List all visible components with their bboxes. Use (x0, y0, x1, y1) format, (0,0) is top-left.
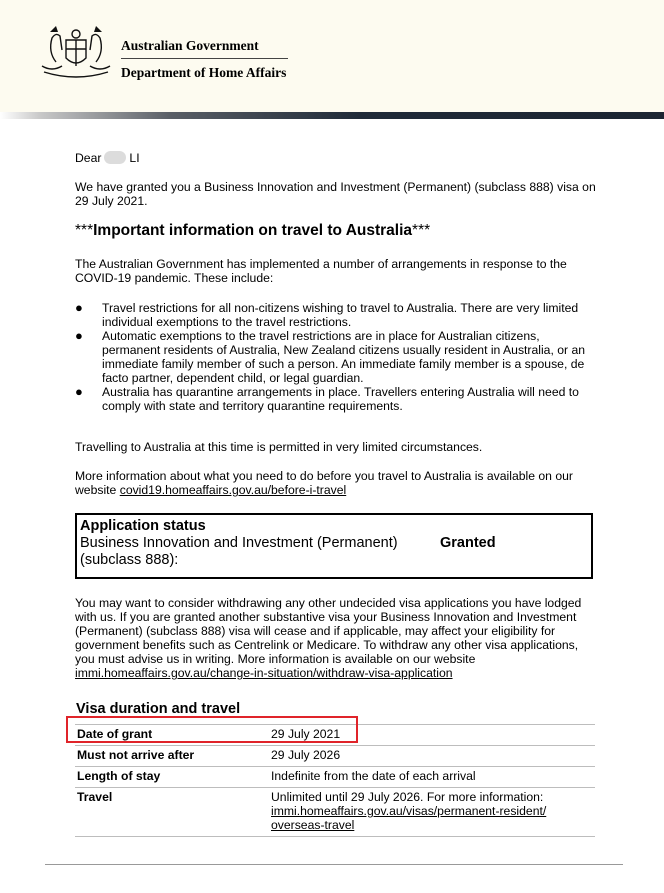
salutation-prefix: Dear (75, 151, 102, 165)
salutation (75, 151, 140, 165)
bullet-icon: ● (75, 384, 83, 399)
withdraw-notice (75, 596, 600, 680)
row-label: Must not arrive after (75, 746, 269, 767)
government-name: Australian Government (121, 38, 259, 53)
visa-duration-heading: Visa duration and travel (76, 701, 241, 717)
bullet-icon: ● (75, 300, 83, 315)
heading-text: Important information on travel to Australia (93, 222, 413, 239)
status-badge: Granted (440, 535, 496, 551)
application-status-box (75, 513, 593, 579)
withdraw-text: You may want to consider withdrawing any other undecided visa applications you have lodged with us. If you are granted another substantive visa your Business Innovation and Investment (Permanent) (subclass 888) visa will cease and if applicable, may affect your eligibility for government benefits such as Centrelink or Medicare. To withdraw any other visa applications, you must advise us in writing. More information is available on our website (75, 596, 582, 666)
list-item: ● Travel restrictions for all non-citizens wishing to travel to Australia. There are very limited individual exemptions to the travel restrictions. (75, 300, 579, 329)
row-value: Indefinite from the date of each arrival (269, 767, 595, 788)
grant-intro: We have granted you a Business Innovation and Investment (Permanent) (subclass 888) visa on 29 July 2021. (75, 180, 596, 208)
overseas-travel-link[interactable]: immi.homeaffairs.gov.au/visas/permanent-resident/ overseas-travel (271, 804, 547, 832)
heading-stars-left: *** (75, 222, 94, 239)
row-value: Unlimited until 29 July 2026. For more information: immi.homeaffairs.gov.au/visas/permanent-resident/ overseas-travel (269, 788, 595, 837)
coat-of-arms-icon (36, 22, 116, 82)
row-label: Length of stay (75, 767, 269, 788)
footer-divider (45, 864, 623, 865)
heading-stars-right: *** (412, 222, 431, 239)
bullet-icon: ● (75, 328, 83, 343)
table-row (75, 746, 595, 767)
letterhead (0, 0, 664, 112)
letterhead-divider (121, 58, 288, 59)
covid-intro: The Australian Government has implemented a number of arrangements in response to the COVID-19 pandemic. These include: (75, 257, 567, 285)
row-label: Date of grant (75, 725, 269, 746)
row-value: 29 July 2021 (269, 725, 595, 746)
list-item: ● Australia has quarantine arrangements in place. Travellers entering Australia will need to comply with state and territory quarantine requirements. (75, 384, 579, 413)
travel-heading (75, 224, 600, 238)
covid-arrangements-list (75, 301, 600, 413)
visa-name: Business Innovation and Investment (Permanent) (subclass 888): (80, 535, 398, 568)
table-row (75, 767, 595, 788)
limited-circumstances: Travelling to Australia at this time is permitted in very limited circumstances. (75, 440, 483, 454)
date-of-grant-highlight (66, 716, 358, 743)
application-status-title: Application status (80, 518, 206, 534)
row-label: Travel (75, 788, 269, 837)
list-item: ● Automatic exemptions to the travel restrictions are in place for Australian citizens, permanent residents of Australia, New Zealand citizens usually resident in Australia, or an immediate family member of such a person. An immediate family member is a spouse, de facto partner, dependent child, or legal guardian. (75, 328, 586, 385)
table-row (75, 788, 595, 837)
row-value: 29 July 2026 (269, 746, 595, 767)
redacted-given-name (104, 151, 126, 164)
more-info-text: More information about what you need to do before you travel to Australia is available on our website (75, 469, 573, 497)
header-band (0, 112, 664, 119)
department-name: Department of Home Affairs (121, 65, 287, 80)
more-info (75, 469, 600, 497)
salutation-surname: LI (129, 151, 140, 165)
before-i-travel-link[interactable]: covid19.homeaffairs.gov.au/before-i-travel (119, 483, 347, 497)
status-row (80, 535, 588, 569)
withdraw-visa-link[interactable]: immi.homeaffairs.gov.au/change-in-situation/withdraw-visa-application (75, 666, 453, 680)
